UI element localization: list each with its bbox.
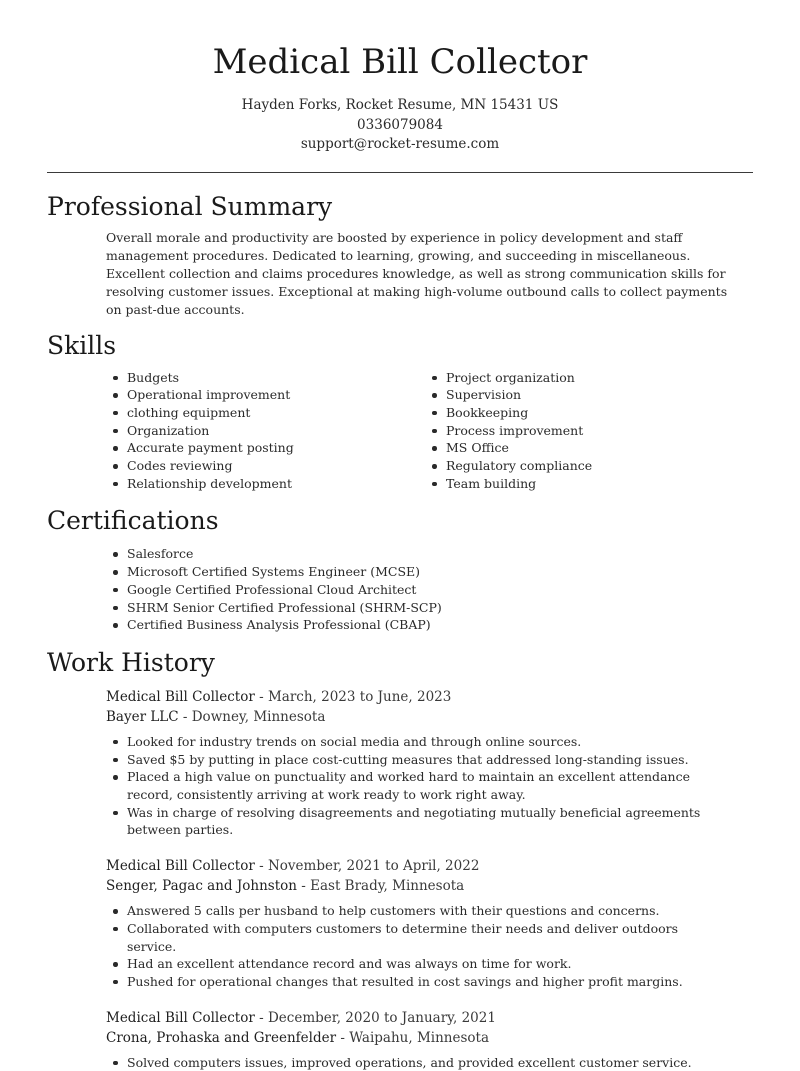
contact-address: Hayden Forks, Rocket Resume, MN 15431 US [241, 97, 559, 113]
skill-item: Relationship development [127, 475, 446, 493]
job-title-line [106, 687, 800, 707]
resume-header [0, 0, 800, 155]
skill-item: Bookkeeping [446, 404, 746, 422]
job-bullets [127, 902, 730, 991]
job-location: - East Brady, Minnesota [296, 878, 465, 895]
certification-item: Certified Business Analysis Professional (CBAP) [127, 616, 800, 634]
skill-item: Organization [127, 422, 446, 440]
skill-item: Accurate payment posting [127, 439, 446, 457]
certifications-list [127, 545, 800, 634]
summary-heading: Professional Summary [47, 191, 333, 221]
job-title-line [106, 856, 800, 876]
skill-item: Team building [446, 475, 746, 493]
skill-item: clothing equipment [127, 404, 446, 422]
skill-item: Budgets [127, 369, 446, 387]
job-bullet: Looked for industry trends on social media and through online sources. [127, 733, 730, 751]
skill-item: Process improvement [446, 422, 746, 440]
job-bullet: Saved $5 by putting in place cost-cutting measures that addressed long-standing issues. [127, 751, 730, 769]
job-company-line [106, 707, 800, 727]
skills-column-left [127, 369, 446, 493]
skill-item: Supervision [446, 386, 746, 404]
job-entry [106, 1008, 800, 1071]
job-entry [106, 687, 800, 839]
job-company: Bayer LLC [106, 708, 179, 725]
skill-item: Operational improvement [127, 386, 446, 404]
contact-block [0, 96, 800, 155]
job-bullet: Placed a high value on punctuality and worked hard to maintain an excellent attendance record, consistently arriving at work ready to work right away. [127, 768, 730, 803]
job-company: Crona, Prohaska and Greenfelder [106, 1029, 337, 1046]
candidate-name: Medical Bill Collector [212, 42, 588, 82]
skill-item: Codes reviewing [127, 457, 446, 475]
job-bullet: Solved computers issues, improved operations, and provided excellent customer service. [127, 1054, 730, 1071]
job-bullet: Pushed for operational changes that resulted in cost savings and higher profit margins. [127, 973, 730, 991]
certifications-heading: Certifications [47, 506, 219, 536]
job-dates: - November, 2021 to April, 2022 [254, 858, 480, 875]
job-bullets [127, 733, 730, 839]
job-company-line [106, 1028, 800, 1048]
job-title: Medical Bill Collector [106, 1009, 255, 1026]
certification-item: Microsoft Certified Systems Engineer (MCSE) [127, 563, 800, 581]
contact-email: support@rocket-resume.com [300, 136, 500, 152]
job-bullet: Had an excellent attendance record and was always on time for work. [127, 955, 730, 973]
skills-column-right [446, 369, 746, 493]
job-dates: - December, 2020 to January, 2021 [254, 1009, 496, 1026]
job-bullet: Answered 5 calls per husband to help customers with their questions and concerns. [127, 902, 730, 920]
skills-heading: Skills [47, 330, 117, 360]
job-bullet: Collaborated with computers customers to determine their needs and deliver outdoors service. [127, 920, 730, 955]
job-company-line [106, 876, 800, 896]
job-bullets [127, 1054, 730, 1071]
job-dates: - March, 2023 to June, 2023 [254, 688, 452, 705]
job-title: Medical Bill Collector [106, 858, 255, 875]
skill-item: MS Office [446, 439, 746, 457]
contact-phone: 0336079084 [357, 116, 443, 133]
job-entry [106, 856, 800, 991]
skill-item: Regulatory compliance [446, 457, 746, 475]
certification-item: Google Certified Professional Cloud Architect [127, 581, 800, 599]
header-divider [47, 172, 753, 173]
certification-item: SHRM Senior Certified Professional (SHRM-SCP) [127, 599, 800, 617]
job-title-line [106, 1008, 800, 1028]
skill-item: Project organization [446, 369, 746, 387]
skills-list [0, 369, 800, 493]
job-location: - Downey, Minnesota [178, 708, 326, 725]
job-bullet: Was in charge of resolving disagreements and negotiating mutually beneficial agreements between parties. [127, 804, 730, 839]
summary-text: Overall morale and productivity are boosted by experience in policy development and staff management procedures. Dedicated to learning, growing, and succeeding in miscellaneous. Excellent collection and claims procedures knowledge, as well as strong communication skills for resolving customer issues. Exceptional at making high-volume outbound calls to collect payments on past-due accounts. [106, 229, 728, 317]
job-title: Medical Bill Collector [106, 688, 255, 705]
job-location: - Waipahu, Minnesota [336, 1029, 490, 1046]
work-history-heading: Work History [47, 647, 215, 677]
certification-item: Salesforce [127, 545, 800, 563]
job-company: Senger, Pagac and Johnston [106, 878, 297, 895]
